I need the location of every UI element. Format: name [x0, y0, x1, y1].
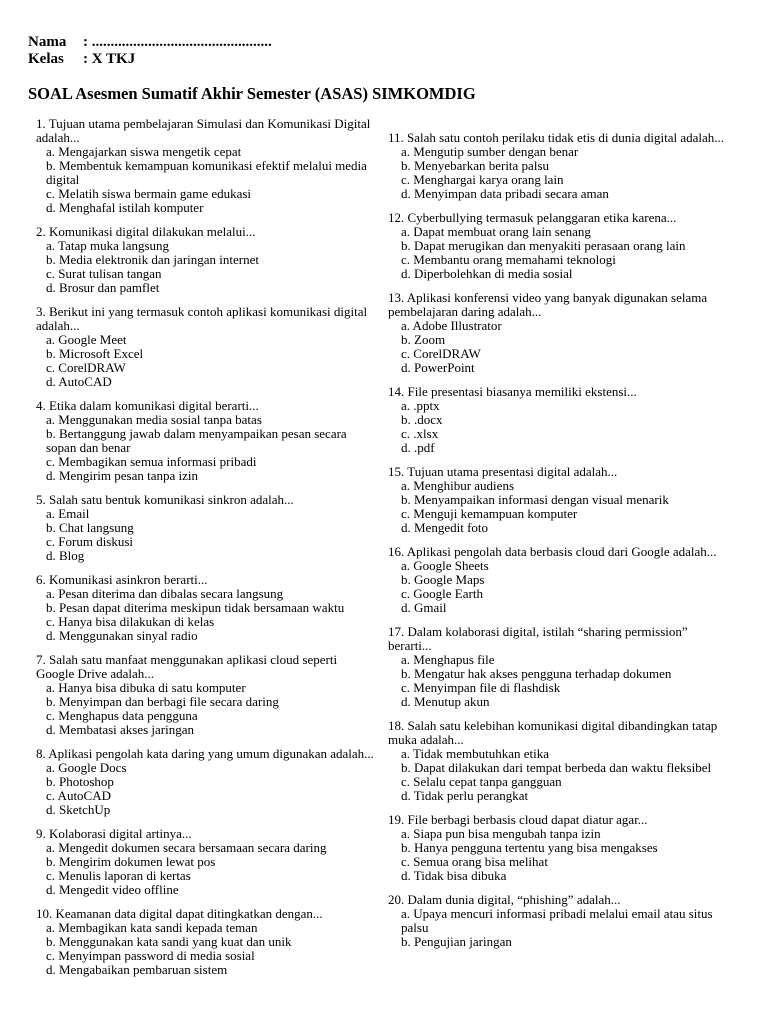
answer-option: a. .pptx [401, 398, 440, 413]
answer-option: b. Menyebarkan berita palsu [401, 158, 550, 173]
question-item [36, 573, 374, 643]
answer-option: b. Microsoft Excel [46, 346, 144, 361]
question-text: 15. Tujuan utama presentasi digital adalah... [388, 464, 618, 479]
answer-option: b. Dapat dilakukan dari tempat berbeda dan waktu fleksibel [401, 760, 712, 775]
answer-option: d. Tidak perlu perangkat [401, 788, 529, 803]
student-header [28, 34, 272, 68]
question-text: 11. Salah satu contoh perilaku tidak etis di dunia digital adalah... [388, 130, 724, 145]
answer-option: c. .xlsx [401, 426, 439, 441]
answer-option: c. Forum diskusi [46, 534, 134, 549]
question-text: 1. Tujuan utama pembelajaran Simulasi dan Komunikasi Digital adalah... [36, 116, 371, 145]
question-text: 20. Dalam dunia digital, “phishing” adalah... [388, 892, 621, 907]
question-item [36, 493, 374, 563]
question-text: 3. Berikut ini yang termasuk contoh aplikasi komunikasi digital adalah... [36, 304, 368, 333]
question-text: 13. Aplikasi konferensi video yang banyak digunakan selama pembelajaran daring adalah... [388, 290, 708, 319]
answer-option: b. Menyampaikan informasi dengan visual menarik [401, 492, 669, 507]
answer-option: b. Chat langsung [46, 520, 134, 535]
answer-option: b. Menggunakan kata sandi yang kuat dan unik [46, 934, 292, 949]
answer-option: a. Mengajarkan siswa mengetik cepat [46, 144, 242, 159]
question-item [36, 907, 374, 977]
answer-option: c. Menguji kemampuan komputer [401, 506, 578, 521]
answer-option: d. Mengirim pesan tanpa izin [46, 468, 198, 483]
question-item [388, 893, 728, 949]
question-text: 12. Cyberbullying termasuk pelanggaran etika karena... [388, 210, 677, 225]
answer-option: c. Menulis laporan di kertas [46, 868, 191, 883]
class-row [28, 51, 272, 68]
answer-option: d. Membatasi akses jaringan [46, 722, 195, 737]
question-item [36, 827, 374, 897]
question-text: 17. Dalam kolaborasi digital, istilah “sharing permission” berarti... [388, 624, 688, 653]
answer-option: c. Selalu cepat tanpa gangguan [401, 774, 562, 789]
answer-option: a. Mengedit dokumen secara bersamaan secara daring [46, 840, 327, 855]
question-text: 5. Salah satu bentuk komunikasi sinkron adalah... [36, 492, 294, 507]
answer-option: a. Mengutip sumber dengan benar [401, 144, 579, 159]
question-text: 16. Aplikasi pengolah data berbasis cloud dari Google adalah... [388, 544, 717, 559]
question-text: 10. Keamanan data digital dapat ditingkatkan dengan... [36, 906, 323, 921]
question-item [388, 211, 728, 281]
name-value: : ................................................ [83, 34, 272, 50]
answer-option: c. Semua orang bisa melihat [401, 854, 548, 869]
answer-option: d. Menghafal istilah komputer [46, 200, 204, 215]
question-item [388, 545, 728, 615]
answer-option: c. CorelDRAW [401, 346, 481, 361]
answer-option: b. Photoshop [46, 774, 114, 789]
question-text: 7. Salah satu manfaat menggunakan aplikasi cloud seperti Google Drive adalah... [36, 652, 338, 681]
answer-option: b. Dapat merugikan dan menyakiti perasaan orang lain [401, 238, 686, 253]
answer-option: b. Bertanggung jawab dalam menyampaikan pesan secara sopan dan benar [46, 426, 347, 455]
answer-option: a. Tidak membutuhkan etika [401, 746, 550, 761]
answer-option: c. Menghargai karya orang lain [401, 172, 564, 187]
answer-option: b. Google Maps [401, 572, 485, 587]
question-item [36, 747, 374, 817]
answer-option: d. Menggunakan sinyal radio [46, 628, 198, 643]
question-text: 6. Komunikasi asinkron berarti... [36, 572, 208, 587]
answer-option: c. Menghapus data pengguna [46, 708, 198, 723]
question-text: 14. File presentasi biasanya memiliki ekstensi... [388, 384, 637, 399]
answer-option: a. Siapa pun bisa mengubah tanpa izin [401, 826, 601, 841]
question-item [388, 385, 728, 455]
question-item [388, 625, 728, 709]
answer-option: c. Membantu orang memahami teknologi [401, 252, 616, 267]
questions-right-column [388, 131, 728, 959]
answer-option: d. PowerPoint [401, 360, 475, 375]
answer-option: b. Mengatur hak akses pengguna terhadap dokumen [401, 666, 672, 681]
answer-option: b. Pesan dapat diterima meskipun tidak bersamaan waktu [46, 600, 345, 615]
answer-option: b. Media elektronik dan jaringan internet [46, 252, 259, 267]
answer-option: d. Mengedit video offline [46, 882, 179, 897]
answer-option: b. Mengirim dokumen lewat pos [46, 854, 216, 869]
answer-option: b. Zoom [401, 332, 446, 347]
answer-option: c. Google Earth [401, 586, 483, 601]
question-text: 19. File berbagi berbasis cloud dapat diatur agar... [388, 812, 648, 827]
answer-option: b. Membentuk kemampuan komunikasi efektif melalui media digital [46, 158, 367, 187]
question-item [36, 399, 374, 483]
answer-option: a. Dapat membuat orang lain senang [401, 224, 591, 239]
answer-option: d. Blog [46, 548, 85, 563]
exam-title: SOAL Asesmen Sumatif Akhir Semester (ASAS) SIMKOMDIG [28, 84, 476, 103]
name-label: Nama [28, 34, 67, 50]
question-text: 4. Etika dalam komunikasi digital berarti... [36, 398, 259, 413]
name-row [28, 34, 272, 51]
answer-option: a. Google Sheets [401, 558, 489, 573]
answer-option: d. Menutup akun [401, 694, 490, 709]
questions-left-column [36, 117, 374, 987]
question-item [388, 465, 728, 535]
answer-option: b. Menyimpan dan berbagi file secara daring [46, 694, 279, 709]
question-item [388, 131, 728, 201]
answer-option: a. Tatap muka langsung [46, 238, 170, 253]
question-text: 18. Salah satu kelebihan komunikasi digital dibandingkan tatap muka adalah... [388, 718, 718, 747]
answer-option: b. .docx [401, 412, 443, 427]
question-text: 2. Komunikasi digital dilakukan melalui... [36, 224, 256, 239]
answer-option: a. Membagikan kata sandi kepada teman [46, 920, 258, 935]
answer-option: d. .pdf [401, 440, 435, 455]
answer-option: a. Adobe Illustrator [401, 318, 502, 333]
answer-option: b. Pengujian jaringan [401, 934, 512, 949]
question-text: 8. Aplikasi pengolah kata daring yang umum digunakan adalah... [36, 746, 374, 761]
question-item [388, 813, 728, 883]
answer-option: c. CorelDRAW [46, 360, 126, 375]
answer-option: a. Menggunakan media sosial tanpa batas [46, 412, 262, 427]
question-item [36, 117, 374, 215]
question-item [36, 305, 374, 389]
answer-option: a. Google Docs [46, 760, 127, 775]
answer-option: d. Menyimpan data pribadi secara aman [401, 186, 609, 201]
answer-option: d. Mengedit foto [401, 520, 489, 535]
question-text: 9. Kolaborasi digital artinya... [36, 826, 192, 841]
question-item [36, 653, 374, 737]
answer-option: b. Hanya pengguna tertentu yang bisa mengakses [401, 840, 658, 855]
answer-option: a. Hanya bisa dibuka di satu komputer [46, 680, 246, 695]
class-value: : X TKJ [83, 51, 136, 67]
answer-option: d. AutoCAD [46, 374, 112, 389]
question-item [388, 719, 728, 803]
answer-option: c. Melatih siswa bermain game edukasi [46, 186, 252, 201]
answer-option: c. Menyimpan password di media sosial [46, 948, 255, 963]
answer-option: a. Menghibur audiens [401, 478, 515, 493]
answer-option: c. Hanya bisa dilakukan di kelas [46, 614, 215, 629]
answer-option: a. Menghapus file [401, 652, 495, 667]
answer-option: c. AutoCAD [46, 788, 111, 803]
answer-option: d. Tidak bisa dibuka [401, 868, 507, 883]
question-item [36, 225, 374, 295]
answer-option: a. Google Meet [46, 332, 127, 347]
question-item [388, 291, 728, 375]
class-label: Kelas [28, 51, 64, 67]
answer-option: d. SketchUp [46, 802, 111, 817]
answer-option: a. Upaya mencuri informasi pribadi melalui email atau situs palsu [401, 906, 713, 935]
answer-option: d. Gmail [401, 600, 447, 615]
answer-option: a. Pesan diterima dan dibalas secara langsung [46, 586, 284, 601]
answer-option: a. Email [46, 506, 90, 521]
answer-option: d. Mengabaikan pembaruan sistem [46, 962, 228, 977]
answer-option: c. Surat tulisan tangan [46, 266, 162, 281]
answer-option: c. Membagikan semua informasi pribadi [46, 454, 257, 469]
answer-option: d. Diperbolehkan di media sosial [401, 266, 573, 281]
answer-option: d. Brosur dan pamflet [46, 280, 160, 295]
answer-option: c. Menyimpan file di flashdisk [401, 680, 561, 695]
